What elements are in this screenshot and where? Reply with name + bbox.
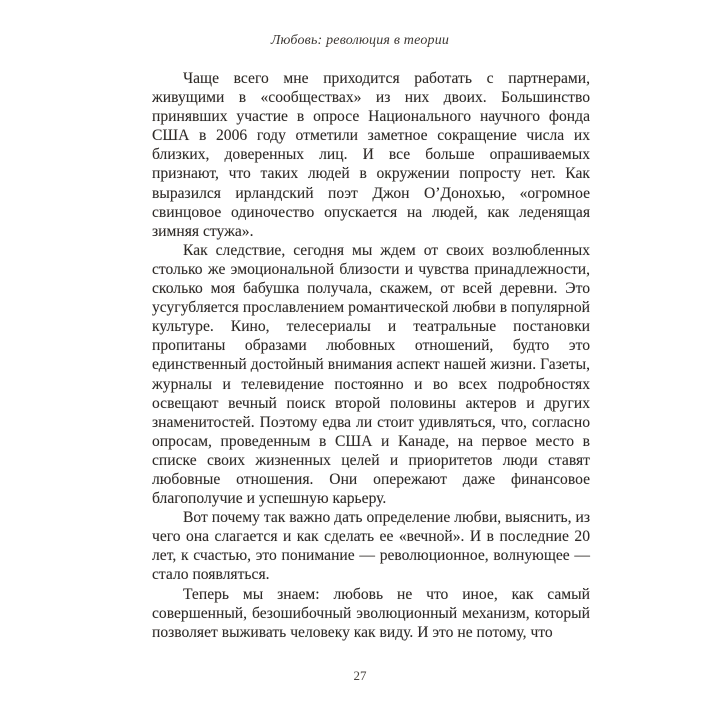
paragraph-2: Как следствие, сегодня мы ждем от своих возлюбленных столько же эмоциональной близости и чувства принадлежности, сколько моя бабушка получала, скажем, от всей деревни. Это усугубляется прославлением романтической любви в популярной культуре. Кино, телесериалы и театральные постановки пропитаны образами любовных отношений, будто это единственный достойный внимания аспект нашей жизни. Газеты, журналы и телевидение постоянно и во всех подробностях освещают вечный поиск второй половины актеров и других знаменитостей. Поэтому едва ли стоит удивляться, что, согласно опросам, проведенным в США и Канаде, на первое место в списке своих жизненных целей и приоритетов люди ставят любовные отношения. Они опережают даже финансовое благополучие и успешную карьеру. <box>152 241 590 508</box>
paragraph-1: Чаще всего мне приходится работать с партнерами, живущими в «сообществах» из них двоих. Большинство принявших участие в опросе Национального научного фонда США в 2006 году отметили заметное сокращение числа их близких, доверенных лиц. И все больше опрашиваемых признают, что таких людей в окружении попросту нет. Как выразился ирландский поэт Джон О’Донохью, «огромное свинцовое одиночество опускается на людей, как леденящая зимняя стужа». <box>152 70 590 240</box>
paragraph-4: Теперь мы знаем: любовь не что иное, как самый совершенный, безошибочный эволюционный механизм, который позволяет выживать человеку как виду. И это не потому, что <box>152 585 590 641</box>
page-number: 27 <box>353 668 367 683</box>
paragraph-3: Вот почему так важно дать определение любви, выяснить, из чего она слагается и как сделать ее «вечной». И в последние 20 лет, к счастью, это понимание — революционное, волнующее — стало появляться. <box>152 509 590 584</box>
running-head: Любовь: революция в теории <box>270 33 450 48</box>
body-text <box>152 69 590 642</box>
